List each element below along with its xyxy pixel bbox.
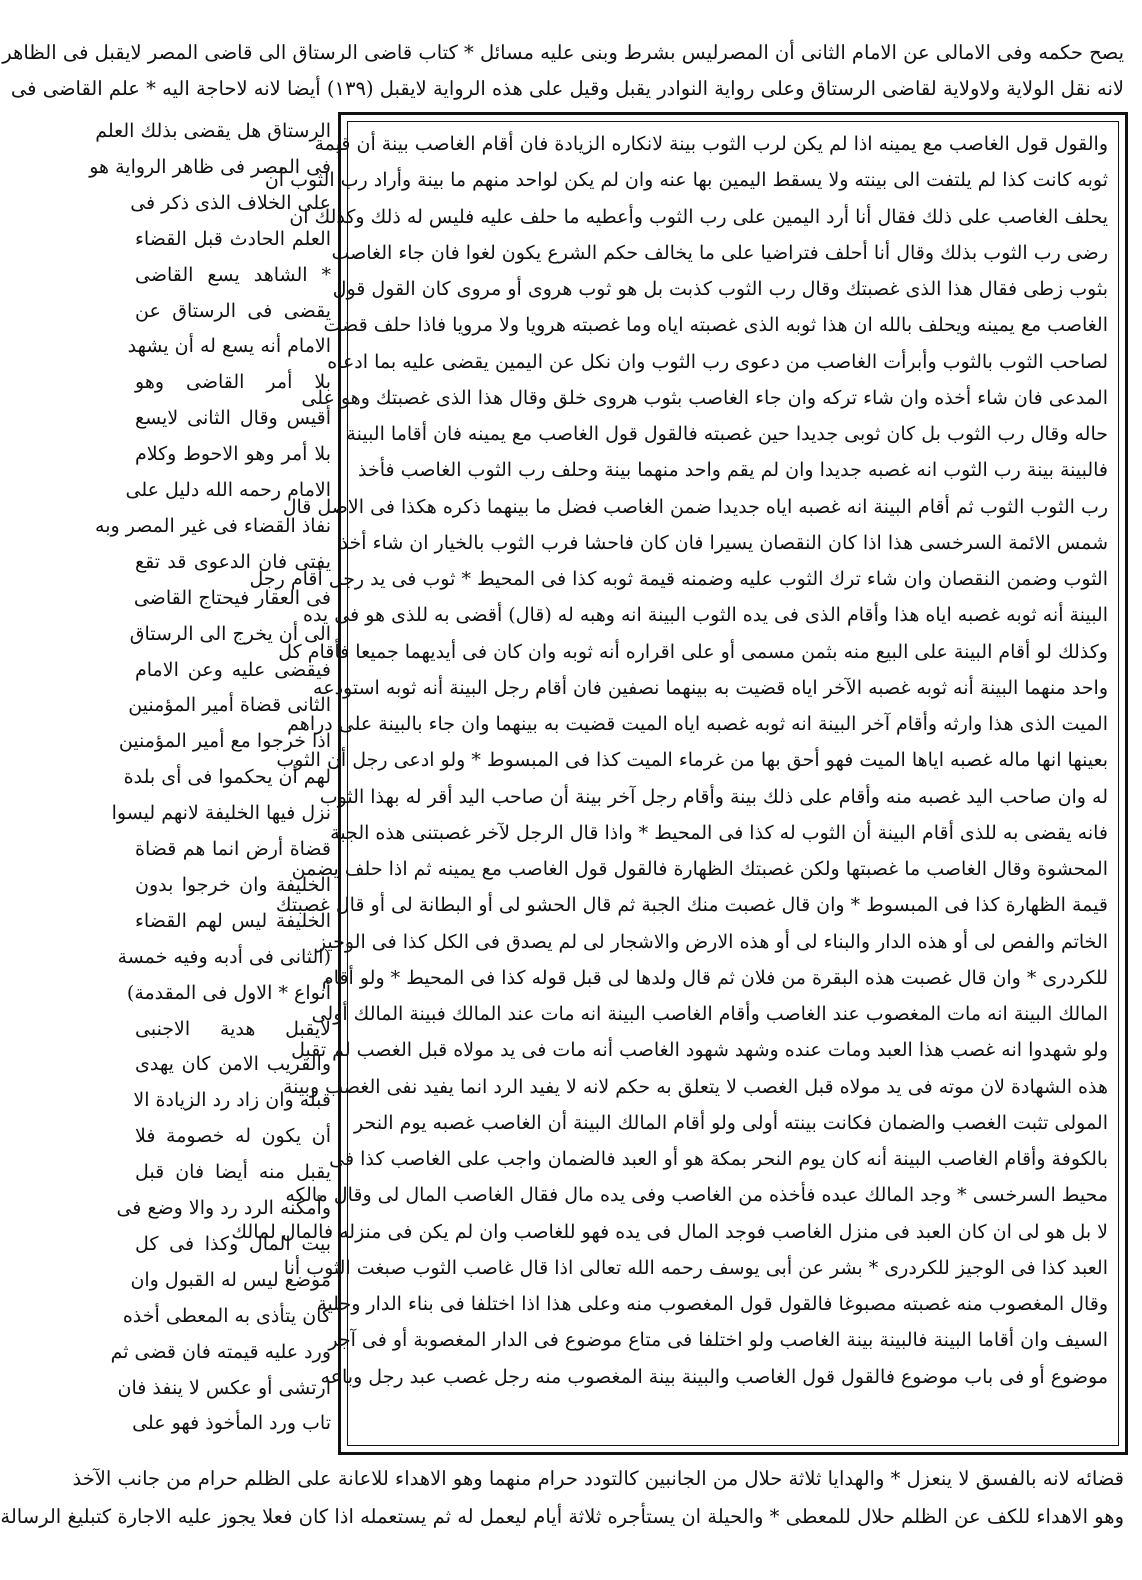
main-text-line: المدعى فان شاء أخذه وان شاء تركه وان جاء الغاصب بثوب هروى خلق وقال هذا الذى غصبتك وهو على — [301, 386, 1108, 409]
main-text-line: المولى تثبت الغصب والضمان فكانت بينته أولى ولو أقام المالك البينة أن الغاصب غصبه يوم النحر — [354, 1111, 1108, 1134]
side-text-line: الامام أنه يسع له أن يشهد — [127, 335, 331, 358]
main-text-line: المالك البينة انه مات المغصوب عند الغاصب وأقام الغاصب البينة انه مات عند المالك فبينة المالك أولى — [311, 1003, 1108, 1025]
side-text-line: ورد عليه قيمته فان قضى ثم — [110, 1340, 331, 1363]
main-text-line: الغاصب مع يمينه ويحلف بالله ان هذا ثوبه الذى غصبته اياه وما غصبته هرويا ولا مرويا فاذا حلف قضت — [323, 314, 1108, 337]
main-text-line: للكردرى * وان قال غصبت هذه البقرة من فلان ثم قال ولدها لى قبل قوله كذا فى المحيط * ولو أقام — [321, 966, 1108, 989]
side-text-line: (الثانى فى أدبه وفيه خمسة — [117, 945, 331, 968]
main-text-line: لصاحب الثوب بالثوب وأبرأت الغاصب من دعوى رب الثوب وان نكل عن اليمين يقضى عليه بما ادعاه — [327, 350, 1108, 373]
side-text-line: اذا خرجوا مع أمير المؤمنين — [118, 730, 331, 753]
main-text-line: المحشوة وقال الغاصب ما غصبتها ولكن غصبتك الظهارة فالقول قول الغاصب مع يمينه ثم اذا حلف يضمن — [291, 858, 1108, 880]
side-text-line: الرستاق هل يقضى بذلك العلم — [95, 120, 331, 142]
side-text-line: كان يتأذى به المعطى أخذه — [122, 1304, 331, 1327]
side-text-line: أنواع * الاول فى المقدمة) — [126, 981, 331, 1004]
bottom-text-line: قضائه لانه بالفسق لا ينعزل * والهدايا ثلاثة حلال من الجانبين كالتودد حرام منهما وهو الاهداء للاعانة على الظلم حرام من جانب الآخذ — [72, 1467, 1124, 1490]
side-text-line: يقبل منه أيضا فان قبل — [135, 1161, 331, 1184]
main-text-line: ثوبه كانت كذا لم يلتفت الى بينته ولا يسقط اليمين بها عنه وان لم يكن لواحد منهم ما بينة وأراد رب الثوب أن — [264, 169, 1108, 192]
main-text-line: بالكوفة وأقام الغاصب البينة أنه كان يوم النحر بمكة هو أو العبد فالضمان واجب على الغاصب كذا فى — [329, 1148, 1108, 1170]
side-text-line: أقيس وقال الثانى لايسع — [135, 407, 331, 430]
side-text-line: موضع ليس له القبول وان — [130, 1268, 331, 1291]
side-text-line: تاب ورد المأخوذ فهو على — [132, 1412, 331, 1435]
top-text-line: يصح حكمه وفى الامالى عن الامام الثانى أن المصرليس بشرط وبنى عليه مسائل * كتاب قاضى الرستاق الى قاضى المصر لايقبل فى الظاهر — [2, 41, 1124, 64]
main-text-line: الخاتم والفص لى أو هذه الدار والبناء لى أو هذه الارض والاشجار لى لم يصدق فى الكل كذا فى الوجيز — [316, 930, 1108, 953]
side-text-line: الى أن يخرج الى الرستاق — [129, 622, 331, 645]
side-text-line: والقريب الامن كان يهدى — [135, 1053, 331, 1076]
main-text-line: قيمة الظهارة كذا فى المبسوط * وان قال غصبت منك الجبة ثم قال الحشو لى أو البطانة لى أو قال غصبتك — [275, 894, 1108, 917]
main-text-line: يحلف الغاصب على ذلك فقال أنا أرد اليمين على رب الثوب وأعطيه ما حلف عليه فليس له ذلك وكذلك ان — [289, 205, 1108, 228]
side-text-line: فيقضى عليه وعن الامام — [135, 658, 331, 681]
main-text-line: وقال المغصوب منه غصبته مصبوغا فالقول قول المغصوب منه وعلى هذا اذا اختلفا فى بناء الدار وحلية — [317, 1293, 1108, 1315]
main-text-line: بثوب زطى فقال هذا الذى غصبتك وقال رب الثوب كذبت بل هو ثوب هروى أو مروى كان القول قول — [332, 278, 1108, 300]
main-text-line: العبد كذا فى الوجيز للكردرى * بشر عن أبى يوسف رحمه الله تعالى اذا قال غاصب الثوب صبغت الثوب أنا — [283, 1256, 1108, 1279]
side-text-line: قبله وان زاد رد الزيادة الا — [133, 1089, 331, 1112]
main-text-line: ولو شهدوا انه غصب هذا العبد ومات عنده وشهد شهود الغاصب أنه مات فى يد مولاه قبل الغصب لم تقبل — [291, 1039, 1108, 1062]
main-text-line: رب الثوب الثوب ثم أقام البينة انه غصبه اياه جديدا ضمن الغاصب فضل ما بينهما ذكره هكذا فى الاصل قال — [282, 495, 1108, 518]
side-text-line: بلا أمر القاضى وهو — [135, 371, 331, 394]
side-text-line: * الشاهد يسع القاضى — [135, 263, 331, 286]
side-text-line: بيت المال وكذا فى كل — [135, 1232, 331, 1255]
side-text-line: نفاذ القضاء فى غير المصر وبه — [95, 514, 331, 537]
side-text-line: على الخلاف الذى ذكر فى — [130, 191, 331, 214]
main-text-line: رضى رب الثوب بذلك وقال أنا أحلف فتراضيا على ما يخالف حكم الشرع يكون لغوا فان جاء الغاصب — [331, 241, 1108, 264]
top-text-line: لانه نقل الولاية ولاولاية لقاضى الرستاق وعلى رواية النوادر يقبل وقيل على هذه الرواية لايقبل (١٣٩) أيضا لانه لاحاجة اليه * علم القاضى فى — [10, 77, 1124, 100]
side-text-line: الخليفة ليس لهم القضاء — [135, 909, 331, 932]
side-text-line: نزل فيها الخليفة لانهم ليسوا — [111, 802, 331, 825]
main-text-line: البينة أنه ثوبه غصبه اياه هذا وأقام الذى فى يده الثوب البينة انه وهبه له (قال) أقضى به للذى هو فى يده — [302, 604, 1108, 627]
main-text-line: حاله وقال رب الثوب بل كان ثوبى جديدا حين غصبته فالقول قول الغاصب مع يمينه فان أقاما البينة — [346, 423, 1108, 445]
main-text-line: الميت الذى هذا وارثه وأقام آخر البينة انه ثوبه غصبه اياه الميت قضيت به بينهما وان جاء بالبينة على دراهم — [287, 713, 1108, 735]
side-text-line: أن يكون له خصومة فلا — [135, 1125, 331, 1148]
main-text-line: هذه الشهادة لان موته فى يد مولاه قبل الغصب لا يتعلق به حكم لانه لا يفيد الرد انما يفيد نفى الغصب وبينة — [283, 1075, 1108, 1098]
main-text-line: والقول قول الغاصب مع يمينه اذا لم يكن لرب الثوب بينة لانكاره الزيادة فان أقام الغاصب بينة أن قيمة — [314, 133, 1108, 155]
side-text-line: قضاة أرض انما هم قضاة — [135, 838, 331, 860]
main-text-line: شمس الائمة السرخسى هذا اذا كان النقصان يسيرا فان كان فاحشا فرب الثوب بالخيار ان شاء أخذ — [339, 531, 1108, 554]
side-text-line: الثانى قضاة أمير المؤمنين — [128, 694, 331, 717]
side-text-line: الامام رحمه الله دليل على — [125, 479, 331, 501]
main-text-line: الثوب وضمن النقصان وان شاء ترك الثوب عليه وضمنه قيمة ثوبه كذا فى المحيط * ثوب فى يد رجل أقام رجل — [249, 568, 1108, 590]
main-text-line: السيف وان أقاما البينة فالبينة بينة الغاصب ولو اختلفا فى متاع موضوع فى الدار المغصوبة أو فى آجر — [328, 1329, 1108, 1352]
main-text-line: محيط السرخسى * وجد المالك عبده فأخذه من الغاصب وفى يده مال فقال الغاصب المال لى وقال مالكه — [285, 1184, 1108, 1207]
side-text-line: فى العقار فيحتاج القاضى — [133, 586, 331, 609]
side-text-line: ارتشى أو عكس لا ينفذ فان — [117, 1376, 331, 1399]
side-text-line: فى المصر فى ظاهر الرواية هو — [89, 155, 331, 178]
side-text-line: لهم أن يحكموا فى أى بلدة — [123, 766, 331, 789]
main-text-line: بعينها انها ماله غصبه اياها الميت فهو أحق بها من غرماء الميت كذا فى المبسوط * ولو ادعى رجل أن الثوب — [276, 749, 1108, 772]
side-text-line: العلم الحادث قبل القضاء — [135, 227, 331, 250]
bottom-text-line: وهو الاهداء للكف عن الظلم حلال للمعطى * والحيلة ان يستأجره ثلاثة أيام ليعمل له ثم يستعمله اذا كان فعلا يجوز عليه الاجارة كتبليغ الرسالة — [0, 1505, 1124, 1528]
main-text-line: واحد منهما البينة أنه ثوبه غصبه الآخر اياه قضيت به بينهما نصفين فان أقام رجل البينة أنه ثوبه استودعه — [313, 676, 1108, 699]
main-text-line: وكذلك لو أقام البينة على البيع منه بثمن مسمى أو على اقراره أنه ثوبه وان كان فى أيديهما جميعا فأقام كل — [278, 640, 1108, 663]
side-text-line: بلا أمر وهو الاحوط وكلام — [135, 443, 331, 466]
main-text-line: فانه يقضى به للذى أقام البينة أن الثوب له كذا فى المحيط * واذا قال الرجل لآخر غصبتنى هذه الجبة — [330, 821, 1108, 844]
main-text-line: فالبينة بينة رب الثوب انه غصبه جديدا وان لم يقم واحد منهما بينة وحلف رب الثوب الغاصب فأخذ — [358, 459, 1108, 482]
side-text-line: يقضى فى الرستاق عن — [135, 299, 331, 322]
side-text-line: وأمكنه الرد رد والا وضع فى — [116, 1197, 331, 1219]
main-text-line: لا بل هو لى ان كان العبد فى منزل الغاصب فوجد المال فى يده فهو للغاصب وان لم يكن فى منزله فالمال لمالك — [231, 1220, 1108, 1243]
side-text-line: يفتى فان الدعوى قد تقع — [135, 550, 331, 573]
main-text-line: له وان صاحب اليد غصبه منه وأقام على ذلك بينة وأقام رجل آخر بينة أن صاحب اليد أقر له بهذا الثوب — [319, 785, 1108, 808]
side-text-line: الخليفة وان خرجوا بدون — [135, 873, 331, 896]
side-text-line: لايقبل هدية الاجنبى — [135, 1017, 331, 1040]
main-text-line: موضوع أو فى باب موضوع فالقول قول الغاصب والبينة بينة المغصوب منه رجل غصب عبد رجل وباعه — [320, 1365, 1108, 1388]
